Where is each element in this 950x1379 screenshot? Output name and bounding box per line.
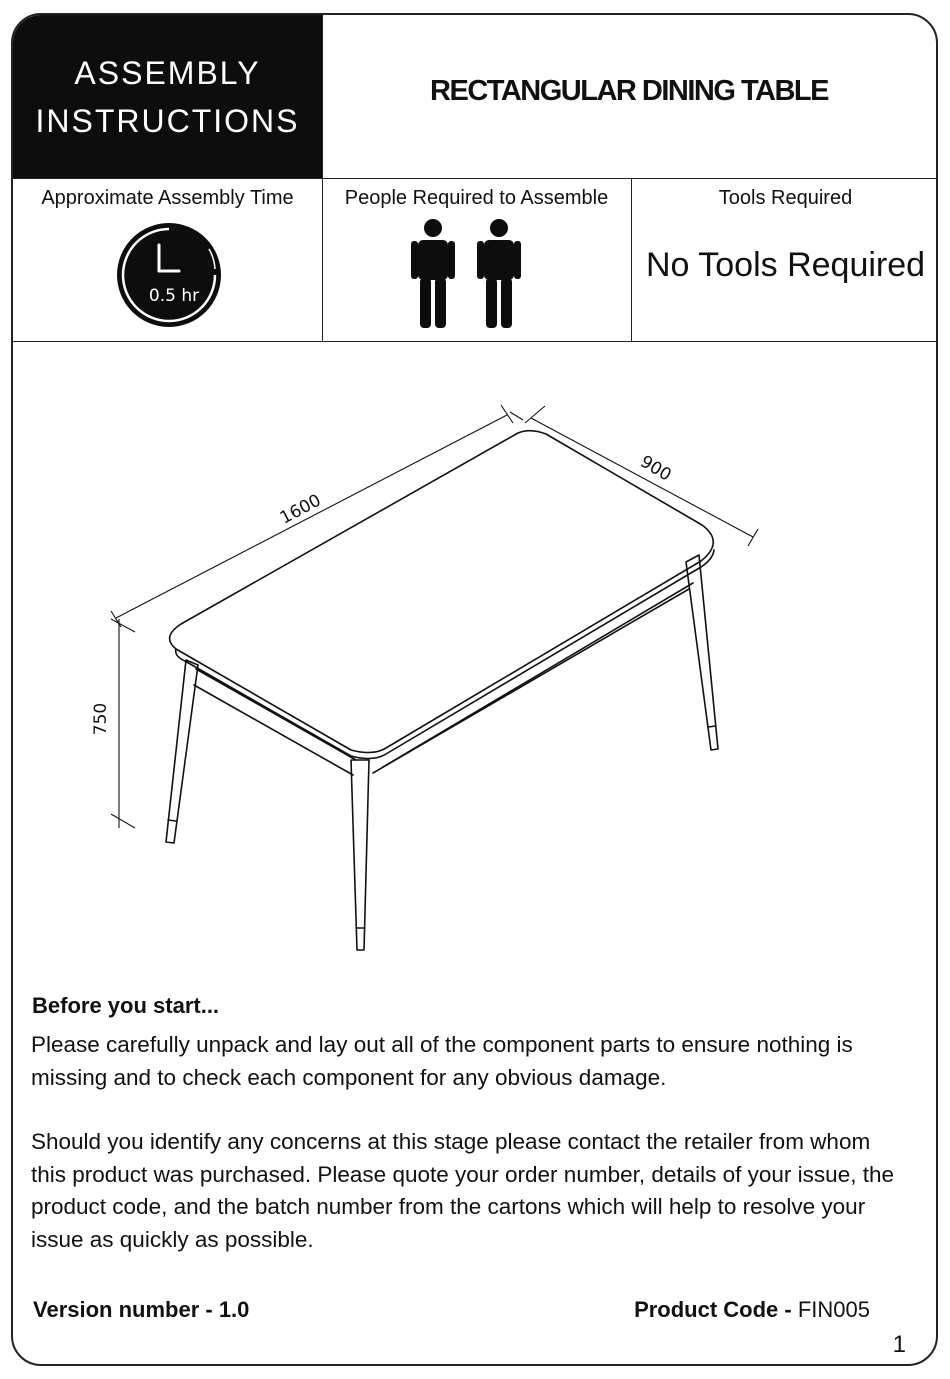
apron-left (196, 669, 356, 760)
before-you-start-heading: Before you start... (32, 993, 220, 1018)
leg (166, 660, 198, 843)
intro-paragraph-2: Should you identify any concerns at this stage please contact the retailer from whom this product was purchased. Please quote your order number, details of your issue, the product code, and the batch number from the cartons which will help to resolve your issue as quickly as possible. (31, 1129, 894, 1252)
dimension-height-label: 750 (91, 702, 111, 736)
tools-required-label: Tools Required (718, 187, 853, 209)
leg (351, 760, 369, 950)
apron-left-lower (194, 685, 353, 775)
intro-paragraph-1: Please carefully unpack and lay out all of the component parts to ensure nothing is missing and to check each component for any obvious damage. (31, 1032, 853, 1090)
instruction-sheet (11, 13, 938, 1366)
product-title: RECTANGULAR DINING TABLE (430, 75, 828, 107)
assembly-time-value: 0.5 hr (148, 286, 200, 306)
dimension-line-width (531, 418, 753, 537)
page-number: 1 (892, 1331, 906, 1358)
tools-required-value: No Tools Required (645, 246, 926, 284)
dimension-length-label: 1600 (276, 490, 325, 529)
product-code (634, 1297, 870, 1323)
apron-right-lower (373, 589, 689, 773)
version-number: Version number - 1.0 (33, 1297, 250, 1322)
dimension-width-label: 900 (636, 451, 675, 486)
product-code-label: Product Code - (634, 1297, 798, 1322)
product-code-value: FIN005 (797, 1297, 870, 1322)
badge-line-1: ASSEMBLY (74, 54, 261, 91)
assembly-time-label: Approximate Assembly Time (41, 187, 294, 209)
badge-line-2: INSTRUCTIONS (35, 102, 300, 139)
people-required-label: People Required to Assemble (344, 187, 609, 209)
table-top (170, 431, 714, 753)
table-diagram (13, 15, 938, 975)
dimension-line-length (116, 415, 507, 618)
